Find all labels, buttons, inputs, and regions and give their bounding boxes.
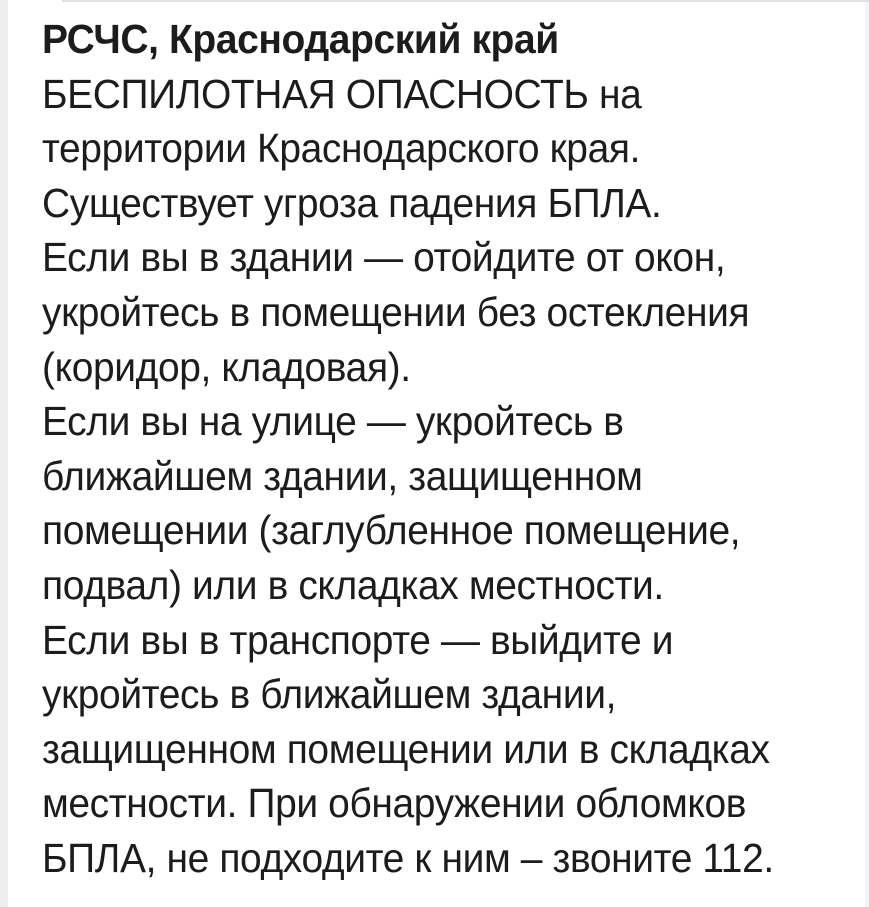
message-line: Если вы в здании — отойдите от окон,: [42, 234, 726, 281]
message-line: ближайшем здании, защищенном: [42, 452, 643, 499]
page-edge-right: [865, 0, 869, 907]
message-line: Существует угроза падения БПЛА.: [42, 179, 662, 226]
message-line: БПЛА, не подходите к ним – звоните 112.: [42, 834, 774, 881]
message-line: БЕСПИЛОТНАЯ ОПАСНОСТЬ на: [42, 70, 642, 117]
top-divider: [62, 0, 869, 2]
alert-message-card: [8, 12, 865, 907]
message-line: территории Краснодарского края.: [42, 125, 641, 172]
message-line: помещении (заглубленное помещение,: [42, 507, 741, 554]
message-line: защищенном помещении или в складках: [42, 725, 770, 772]
message-line: Если вы в транспорте — выйдите и: [42, 616, 674, 663]
alert-body: [42, 67, 824, 886]
page-edge-left: [0, 0, 8, 907]
message-line: укройтесь в ближайшем здании,: [42, 671, 617, 718]
message-line: подвал) или в складках местности.: [42, 561, 664, 608]
alert-text-block: [42, 12, 824, 886]
message-line: местности. При обнаружении обломков: [42, 780, 747, 827]
message-line: (коридор, кладовая).: [42, 343, 411, 390]
message-line: Если вы на улице — укройтесь в: [42, 398, 624, 445]
message-line: укройтесь в помещении без остекления: [42, 288, 750, 335]
alert-title: РСЧС, Краснодарский край: [42, 16, 559, 62]
